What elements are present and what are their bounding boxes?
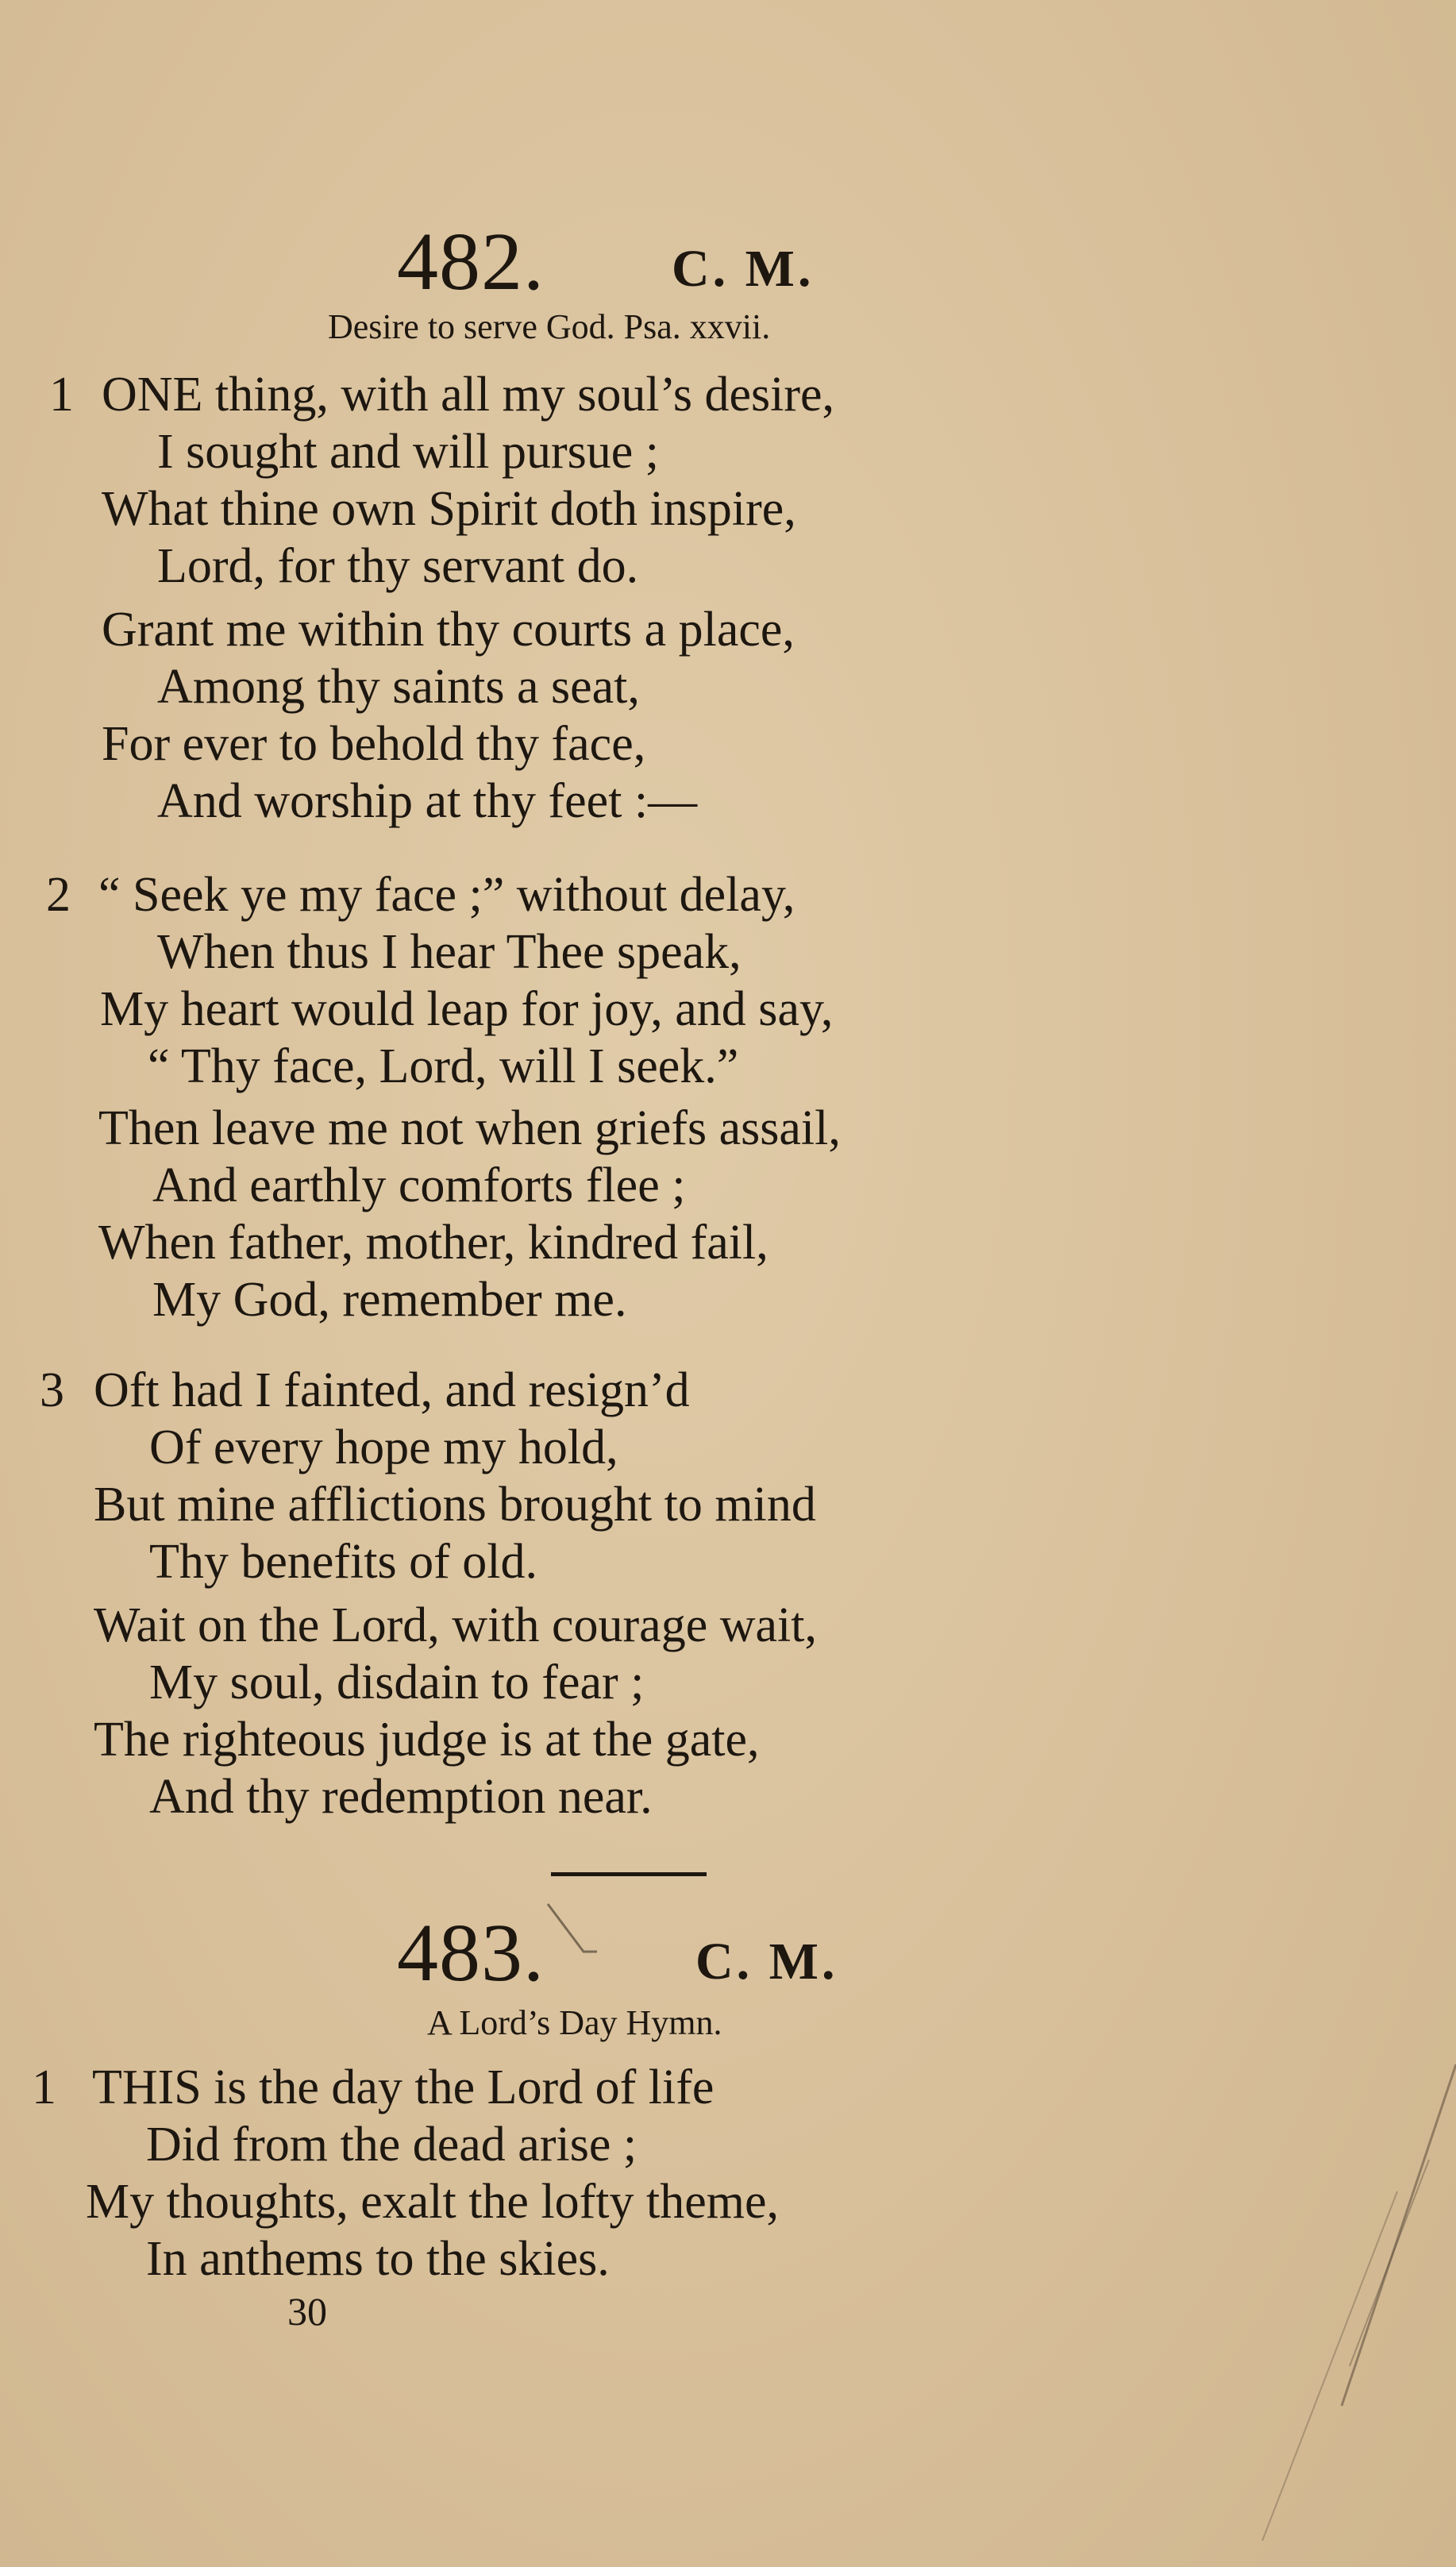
pencil-stroke bbox=[1350, 2160, 1429, 2366]
verse-line: Then leave me not when griefs assail, bbox=[98, 1101, 841, 1155]
verse-line: But mine afflictions brought to mind bbox=[94, 1478, 816, 1532]
hymn-number: 482. bbox=[397, 216, 545, 307]
verse-number: 3 bbox=[40, 1363, 64, 1417]
verse-line: And earthly comforts flee ; bbox=[152, 1158, 686, 1212]
verse-line: What thine own Spirit doth inspire, bbox=[102, 482, 796, 536]
hymn-subtitle: A Lord’s Day Hymn. bbox=[427, 2003, 722, 2042]
verse-line: My God, remember me. bbox=[152, 1273, 627, 1327]
hymn-number: 483. bbox=[397, 1907, 545, 1998]
verse-line: Thy benefits of old. bbox=[149, 1535, 538, 1589]
verse-line: Did from the dead arise ; bbox=[146, 2118, 637, 2172]
verse-line: THIS is the day the Lord of life bbox=[92, 2060, 715, 2114]
verse-line: For ever to behold thy face, bbox=[102, 717, 646, 771]
page-number: 30 bbox=[287, 2289, 327, 2334]
verse-line: Lord, for thy servant do. bbox=[157, 539, 639, 593]
pencil-tick bbox=[548, 1904, 597, 1952]
verse-line: My heart would leap for joy, and say, bbox=[100, 982, 834, 1036]
verse-line: My soul, disdain to fear ; bbox=[149, 1655, 645, 1709]
verse-line: Grant me within thy courts a place, bbox=[102, 603, 795, 657]
verse-number: 2 bbox=[46, 868, 71, 922]
section-divider bbox=[551, 1872, 707, 1876]
pencil-stroke bbox=[1342, 2064, 1456, 2406]
verse-line: When thus I hear Thee speak, bbox=[157, 925, 741, 979]
verse-line: Wait on the Lord, with courage wait, bbox=[94, 1598, 817, 1652]
verse-number: 1 bbox=[32, 2060, 56, 2114]
hymn-subtitle: Desire to serve God. Psa. xxvii. bbox=[328, 307, 771, 346]
verse-line: In anthems to the skies. bbox=[146, 2232, 610, 2286]
verse-line: And worship at thy feet :— bbox=[157, 774, 698, 828]
verse-line: The righteous judge is at the gate, bbox=[94, 1713, 760, 1767]
verse-line: When father, mother, kindred fail, bbox=[98, 1216, 768, 1270]
pencil-stroke bbox=[1262, 2191, 1397, 2541]
verse-line: And thy redemption near. bbox=[149, 1770, 653, 1824]
verse-line: ONE thing, with all my soul’s desire, bbox=[102, 368, 835, 422]
verse-number: 1 bbox=[49, 368, 74, 422]
verse-line: “ Seek ye my face ;” without delay, bbox=[98, 868, 795, 922]
hymn-meter: C. M. bbox=[695, 1933, 838, 1991]
verse-line: Of every hope my hold, bbox=[149, 1420, 618, 1474]
verse-line: My thoughts, exalt the lofty theme, bbox=[86, 2175, 780, 2229]
verse-line: Among thy saints a seat, bbox=[157, 660, 640, 714]
verse-line: “ Thy face, Lord, will I seek.” bbox=[148, 1039, 739, 1093]
verse-line: I sought and will pursue ; bbox=[157, 425, 659, 479]
hymn-meter: C. M. bbox=[672, 240, 815, 298]
verse-line: Oft had I fainted, and resign’d bbox=[94, 1363, 690, 1417]
